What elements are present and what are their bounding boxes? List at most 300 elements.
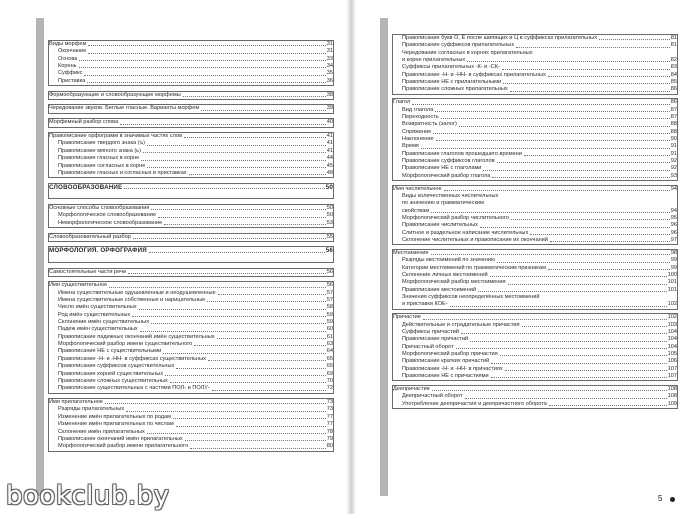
- toc-entry-title: и приставки КОЕ-: [402, 301, 448, 308]
- toc-entry-page: 69: [326, 370, 333, 377]
- toc-leader-dots: [217, 338, 326, 339]
- toc-entry-title: Правописание орфограмм в значимых частях слов: [49, 133, 183, 140]
- toc-entry-page: 35: [326, 70, 333, 77]
- toc-entry[interactable]: [393, 79, 677, 86]
- toc-entry-page: 109: [667, 400, 677, 407]
- toc-entry-page: 83: [670, 64, 677, 71]
- toc-entry-title: Правописание НЕ с глаголами: [402, 165, 482, 172]
- toc-entry-title: Правописание суффиксов существительных: [58, 363, 175, 370]
- toc-leader-dots: [503, 83, 670, 84]
- toc-entry[interactable]: [393, 401, 677, 408]
- toc-leader-dots: [164, 224, 326, 225]
- toc-entry[interactable]: [393, 287, 677, 294]
- toc-entry[interactable]: [393, 129, 677, 136]
- toc-entry[interactable]: [49, 78, 333, 85]
- toc-entry-page: 94: [670, 207, 677, 214]
- toc-leader-dots: [126, 411, 326, 412]
- book-gutter: [346, 0, 356, 514]
- toc-entry-page: 40: [326, 119, 333, 126]
- toc-entry-title: МОРФОЛОГИЯ. ОРФОГРАФИЯ: [49, 247, 147, 255]
- toc-entry-page: 64: [326, 348, 333, 355]
- toc-entry-title: Деепричастный оборот: [402, 393, 463, 400]
- toc-entry[interactable]: [393, 222, 677, 229]
- toc-entry-page: 44: [326, 155, 333, 162]
- toc-block: [48, 91, 334, 100]
- toc-entry-title: Деепричастие: [393, 385, 430, 392]
- left-page: [16, 18, 338, 496]
- toc-entry[interactable]: [393, 230, 677, 237]
- toc-entry[interactable]: [49, 163, 333, 170]
- toc-leader-dots: [522, 326, 667, 327]
- toc-entry[interactable]: [393, 57, 677, 64]
- toc-entry-page: 63: [326, 341, 333, 348]
- toc-leader-dots: [88, 53, 325, 54]
- toc-entry-page: 100: [667, 271, 677, 278]
- toc-leader-dots: [173, 418, 326, 419]
- toc-entry-title: Время: [402, 143, 419, 150]
- toc-block: [392, 98, 678, 181]
- toc-entry-page: 105: [667, 350, 677, 357]
- toc-entry-page: 39: [326, 105, 333, 112]
- toc-entry-title: свойствам: [402, 207, 430, 214]
- toc-leader-dots: [492, 177, 669, 178]
- toc-entry-title: Правописание НЕ с прилагательными: [402, 79, 502, 86]
- toc-leader-dots: [208, 360, 326, 361]
- toc-leader-dots: [483, 170, 669, 171]
- toc-leader-dots: [470, 341, 667, 342]
- toc-entry[interactable]: [49, 234, 333, 241]
- toc-entry-title: Правописание НЕ с существительными: [58, 348, 162, 355]
- toc-leader-dots: [490, 276, 667, 277]
- toc-leader-dots: [505, 370, 667, 371]
- toc-entry-title: Корень: [58, 63, 77, 70]
- toc-entry[interactable]: [393, 50, 677, 57]
- toc-block: [48, 132, 334, 178]
- toc-leader-dots: [139, 309, 326, 310]
- toc-entry-page: 38: [326, 91, 333, 98]
- toc-block: [48, 233, 334, 242]
- toc-entry-page: 92: [670, 165, 677, 172]
- toc-entry[interactable]: [393, 200, 677, 207]
- toc-leader-dots: [516, 47, 670, 48]
- toc-leader-dots: [185, 440, 326, 441]
- toc-leader-dots: [165, 375, 326, 376]
- toc-entry-page: 101: [667, 286, 677, 293]
- toc-block: [48, 246, 334, 263]
- toc-block: [392, 34, 678, 95]
- toc-entry-page: 106: [667, 358, 677, 365]
- toc-leader-dots: [491, 377, 667, 378]
- toc-entry-title: и корне прилагательных: [402, 57, 466, 64]
- toc-entry[interactable]: [393, 265, 677, 272]
- toc-entry[interactable]: [49, 282, 333, 289]
- toc-entry-page: 88: [670, 121, 677, 128]
- toc-entry[interactable]: [393, 136, 677, 143]
- toc-leader-dots: [450, 306, 667, 307]
- toc-entry-page: 82: [670, 57, 677, 64]
- toc-entry-title: Морфологический разбор причастия: [402, 350, 498, 357]
- toc-entry[interactable]: [49, 140, 333, 147]
- toc-entry-page: 77: [326, 413, 333, 420]
- toc-entry-page: 73: [326, 399, 333, 406]
- toc-entry-title: Правописание НЕ с причастиями: [402, 373, 489, 379]
- toc-entry[interactable]: [49, 119, 333, 126]
- toc-entry-page: 94: [670, 185, 677, 192]
- toc-entry[interactable]: [49, 406, 333, 413]
- toc-entry-title: Суффиксы прилагательных -К- и -СК-: [402, 64, 500, 71]
- toc-entry[interactable]: [49, 414, 333, 421]
- toc-entry[interactable]: [49, 341, 333, 348]
- toc-block: [48, 398, 334, 451]
- right-page-color-band: [380, 18, 388, 496]
- toc-leader-dots: [183, 96, 326, 97]
- toc-entry-page: 53: [326, 219, 333, 226]
- toc-entry[interactable]: [49, 105, 333, 112]
- toc-leader-dots: [599, 39, 670, 40]
- toc-entry-title: Правописание окончаний имён прилагательных: [58, 435, 183, 442]
- toc-entry-page: 41: [326, 147, 333, 154]
- toc-entry-title: Имя числительное: [393, 185, 442, 192]
- toc-entry-title: Правописание сложных существительных: [58, 377, 168, 384]
- toc-entry[interactable]: [49, 63, 333, 70]
- toc-entry[interactable]: [49, 356, 333, 363]
- toc-entry[interactable]: [49, 70, 333, 77]
- toc-entry-title: Правописание падежных окончаний имён существительных: [58, 333, 215, 340]
- toc-entry-page: 45: [326, 162, 333, 169]
- toc-entry-title: Основные способы словообразования: [49, 204, 150, 211]
- toc-entry-page: 41: [326, 140, 333, 147]
- toc-entry-title: Значения суффиксов неопределённых местоимений: [402, 294, 540, 300]
- toc-entry-page: 86: [670, 86, 677, 93]
- toc-entry-page: 107: [667, 373, 677, 379]
- toc-entry[interactable]: [49, 220, 333, 227]
- toc-leader-dots: [79, 67, 326, 68]
- toc-entry[interactable]: [49, 312, 333, 319]
- toc-block: [48, 268, 334, 277]
- toc-entry-title: Правописание -Н- и -НН- в суффиксах существительных: [58, 355, 206, 362]
- toc-entry[interactable]: [393, 237, 677, 244]
- toc-block: [48, 118, 334, 127]
- toc-section-heading[interactable]: [49, 184, 333, 191]
- toc-entry-title: Склонение личных местоимений: [402, 271, 488, 278]
- toc-entry-page: 34: [326, 63, 333, 70]
- toc-entry-title: Изменение имён прилагательных по числам: [58, 421, 174, 428]
- toc-leader-dots: [147, 145, 326, 146]
- toc-leader-dots: [132, 316, 326, 317]
- toc-leader-dots: [149, 252, 325, 253]
- toc-entry-title: Правописание местоимений: [402, 286, 476, 293]
- toc-leader-dots: [497, 262, 670, 263]
- toc-entry-title: Чередование согласных в корнях прилагательных: [402, 49, 533, 56]
- toc-entry[interactable]: [393, 99, 677, 106]
- toc-entry-page: 56: [325, 247, 333, 255]
- toc-entry[interactable]: [49, 269, 333, 276]
- toc-leader-dots: [120, 124, 326, 125]
- toc-entry-title: Имя прилагательное: [49, 399, 103, 406]
- toc-entry-title: Причастие: [393, 314, 421, 321]
- toc-entry-title: Морфемный разбор слова: [49, 119, 119, 126]
- toc-entry-page: 92: [670, 158, 677, 165]
- toc-entry-title: Морфологический разбор числительного: [402, 215, 509, 222]
- toc-entry-page: 91: [670, 150, 677, 157]
- toc-entry[interactable]: [49, 371, 333, 378]
- toc-leader-dots: [79, 60, 325, 61]
- toc-entry[interactable]: [49, 41, 333, 48]
- toc-entry-page: 41: [326, 133, 333, 140]
- toc-entry-title: Действительные и страдательные причастия: [402, 321, 520, 328]
- toc-entry[interactable]: [49, 385, 333, 392]
- toc-entry-page: 93: [670, 172, 677, 179]
- toc-entry-title: Виды морфем: [49, 41, 87, 47]
- toc-entry-page: 86: [670, 99, 677, 106]
- toc-entry-page: 48: [326, 169, 333, 176]
- toc-entry[interactable]: [49, 290, 333, 297]
- toc-entry[interactable]: [393, 158, 677, 165]
- toc-entry-title: Правописание корней существительных: [58, 370, 164, 377]
- toc-leader-dots: [212, 390, 326, 391]
- toc-entry[interactable]: [393, 107, 677, 114]
- toc-entry[interactable]: [393, 86, 677, 93]
- toc-leader-dots: [511, 219, 670, 220]
- toc-entry-page: 77: [326, 421, 333, 428]
- toc-entry-page: 87: [670, 113, 677, 120]
- toc-entry-page: 107: [667, 365, 677, 372]
- toc-entry[interactable]: [49, 429, 333, 436]
- toc-entry[interactable]: [49, 212, 333, 219]
- toc-block: [392, 249, 678, 310]
- toc-entry-title: Категории местоимений по грамматическим признакам: [402, 264, 546, 271]
- toc-leader-dots: [124, 188, 324, 189]
- toc-entry[interactable]: [393, 151, 677, 158]
- toc-entry[interactable]: [393, 114, 677, 121]
- toc-entry[interactable]: [393, 72, 677, 79]
- toc-entry-page: 50: [326, 212, 333, 219]
- toc-entry-title: Правописание глаголов прошедшего времени: [402, 150, 522, 157]
- toc-leader-dots: [444, 190, 670, 191]
- toc-leader-dots: [524, 155, 670, 156]
- toc-entry[interactable]: [49, 148, 333, 155]
- toc-entry[interactable]: [49, 348, 333, 355]
- toc-entry[interactable]: [393, 193, 677, 200]
- toc-leader-dots: [158, 217, 326, 218]
- toc-entry[interactable]: [393, 186, 677, 193]
- toc-leader-dots: [508, 284, 667, 285]
- toc-entry-page: 57: [326, 297, 333, 304]
- toc-entry-title: Окончание: [58, 48, 87, 55]
- page-number: 5: [658, 494, 663, 503]
- toc-entry-page: 104: [667, 336, 677, 343]
- toc-leader-dots: [105, 403, 326, 404]
- toc-leader-dots: [502, 69, 670, 70]
- toc-leader-dots: [184, 137, 326, 138]
- toc-leader-dots: [421, 148, 670, 149]
- toc-entry[interactable]: [49, 319, 333, 326]
- toc-entry-page: 108: [667, 385, 677, 392]
- toc-entry-title: Формообразующие и словообразующие морфемы: [49, 91, 181, 98]
- toc-entry-title: Правописание мягкого знака (ь): [58, 147, 141, 154]
- toc-entry-page: 73: [326, 406, 333, 413]
- toc-entry-title: Склонение имён существительных: [58, 319, 149, 326]
- toc-leader-dots: [549, 405, 667, 406]
- toc-entry[interactable]: [49, 133, 333, 140]
- toc-leader-dots: [201, 110, 326, 111]
- toc-entry-title: Спряжение: [402, 128, 432, 135]
- left-page-color-band: [36, 18, 44, 496]
- toc-entry[interactable]: [49, 48, 333, 55]
- toc-entry[interactable]: [393, 294, 677, 301]
- toc-entry-page: 102: [667, 301, 677, 308]
- toc-entry[interactable]: [393, 314, 677, 321]
- toc-entry[interactable]: [393, 373, 677, 380]
- toc-entry-title: Самостоятельные части речи: [49, 268, 127, 275]
- toc-entry-page: 78: [326, 428, 333, 435]
- toc-entry-title: Чередование звуков. Беглые гласные. Варианты морфем: [49, 105, 200, 112]
- toc-entry-title: Имя существительное: [49, 282, 108, 289]
- toc-entry[interactable]: [393, 42, 677, 49]
- toc-entry-page: 57: [326, 289, 333, 296]
- toc-block: [48, 104, 334, 113]
- toc-entry-page: 104: [667, 343, 677, 350]
- toc-entry-title: Вид глагола: [402, 106, 434, 113]
- toc-entry-title: Правописание букв О, Ё после шипящих и Ц в суффиксах прилагательных: [402, 35, 597, 41]
- toc-entry-page: 84: [670, 71, 677, 78]
- toc-leader-dots: [128, 273, 326, 274]
- toc-leader-dots: [143, 152, 326, 153]
- toc-entry-title: Морфологическое словообразование: [58, 212, 156, 219]
- toc-entry-title: по значению и грамматическим: [402, 200, 484, 207]
- toc-entry-page: 96: [670, 222, 677, 229]
- toc-entry-title: Имена существительные собственные и нарицательные: [58, 297, 206, 304]
- toc-entry-page: 59: [326, 319, 333, 326]
- toc-entry[interactable]: [49, 363, 333, 370]
- toc-entry-title: Морфологический разбор имени существительного: [58, 341, 193, 348]
- toc-entry[interactable]: [49, 155, 333, 162]
- toc-block: [48, 40, 334, 86]
- toc-leader-dots: [478, 291, 667, 292]
- toc-entry-title: Суффиксы причастий: [402, 328, 459, 335]
- toc-entry[interactable]: [393, 257, 677, 264]
- toc-entry[interactable]: [49, 421, 333, 428]
- watermark: bookclub.by: [6, 481, 170, 511]
- toc-entry-page: 60: [326, 326, 333, 333]
- toc-entry[interactable]: [393, 35, 677, 42]
- toc-entry-page: 33: [326, 55, 333, 62]
- toc-entry[interactable]: [393, 208, 677, 215]
- toc-entry-page: 99: [670, 264, 677, 271]
- toc-entry[interactable]: [393, 344, 677, 351]
- toc-entry-title: Слитное и раздельное написание числительных: [402, 229, 529, 236]
- toc-leader-dots: [530, 234, 670, 235]
- toc-entry-page: 72: [326, 385, 333, 392]
- toc-leader-dots: [151, 209, 325, 210]
- toc-entry-title: СЛОВООБРАЗОВАНИЕ: [49, 183, 123, 191]
- toc-entry[interactable]: [393, 165, 677, 172]
- toc-leader-dots: [459, 126, 670, 127]
- toc-entry-page: 61: [326, 333, 333, 340]
- toc-entry-page: 58: [326, 304, 333, 311]
- toc-section-heading[interactable]: [49, 247, 333, 254]
- toc-leader-dots: [436, 140, 670, 141]
- toc-entry[interactable]: [49, 378, 333, 385]
- toc-block: [392, 185, 678, 246]
- toc-entry[interactable]: [49, 56, 333, 63]
- toc-entry[interactable]: [393, 279, 677, 286]
- toc-leader-dots: [207, 301, 325, 302]
- toc-entry[interactable]: [49, 205, 333, 212]
- toc-entry[interactable]: [393, 322, 677, 329]
- toc-entry[interactable]: [49, 170, 333, 177]
- toc-entry-title: Морфологический разбор имени прилагательного: [58, 443, 189, 450]
- toc-entry-page: 81: [670, 42, 677, 49]
- toc-leader-dots: [189, 174, 326, 175]
- toc-entry-title: Правописание суффиксов прилагательных: [402, 42, 515, 49]
- toc-entry-title: Изменение имён прилагательных по родам: [58, 413, 171, 420]
- toc-entry-page: 80: [326, 443, 333, 450]
- toc-entry[interactable]: [49, 92, 333, 99]
- toc-entry[interactable]: [393, 121, 677, 128]
- toc-entry-page: 59: [326, 311, 333, 318]
- toc-entry-page: 90: [670, 136, 677, 143]
- toc-entry-title: Правописание кратких причастий: [402, 358, 490, 365]
- toc-leader-dots: [176, 426, 326, 427]
- toc-leader-dots: [190, 448, 326, 449]
- toc-entry[interactable]: [49, 443, 333, 450]
- toc-leader-dots: [510, 91, 670, 92]
- toc-entry[interactable]: [393, 366, 677, 373]
- toc-entry[interactable]: [49, 326, 333, 333]
- toc-entry-title: Имена существительные одушевленные и неодушевленные: [58, 289, 216, 296]
- toc-entry-page: 50: [326, 204, 333, 211]
- toc-leader-dots: [147, 433, 326, 434]
- toc-leader-dots: [441, 118, 670, 119]
- toc-leader-dots: [194, 345, 326, 346]
- toc-entry-page: 88: [670, 128, 677, 135]
- toc-entry[interactable]: [393, 64, 677, 71]
- toc-entry[interactable]: [393, 393, 677, 400]
- toc-entry[interactable]: [393, 336, 677, 343]
- toc-leader-dots: [548, 269, 670, 270]
- toc-leader-dots: [170, 382, 326, 383]
- toc-entry-title: Наклонение: [402, 136, 434, 143]
- toc-entry-title: Морфологический разбор глагола: [402, 172, 491, 179]
- toc-entry-title: Приставка: [58, 77, 86, 84]
- toc-entry[interactable]: [49, 399, 333, 406]
- toc-entry-page: 50: [325, 183, 333, 191]
- toc-entry-page: 56: [326, 282, 333, 289]
- toc-leader-dots: [84, 75, 325, 76]
- toc-leader-dots: [500, 355, 667, 356]
- toc-entry-page: 70: [326, 377, 333, 384]
- toc-entry[interactable]: [393, 215, 677, 222]
- toc-entry-title: Разряды местоимений по значению: [402, 257, 496, 264]
- toc-entry[interactable]: [393, 173, 677, 180]
- toc-entry[interactable]: [49, 304, 333, 311]
- toc-entry-title: Возвратность (залог): [402, 121, 457, 128]
- toc-entry-page: 96: [670, 229, 677, 236]
- toc-entry[interactable]: [393, 143, 677, 150]
- toc-entry-title: Неморфологическое словообразование: [58, 219, 163, 226]
- toc-leader-dots: [140, 331, 326, 332]
- toc-entry-page: 65: [326, 355, 333, 362]
- toc-entry-title: Правописание числительных: [402, 222, 478, 229]
- toc-entry-title: Переходность: [402, 113, 439, 120]
- toc-entry[interactable]: [49, 297, 333, 304]
- toc-entry-title: Правописание сложных прилагательных: [402, 86, 508, 93]
- toc-entry-page: 103: [667, 321, 677, 328]
- toc-entry[interactable]: [393, 301, 677, 308]
- toc-leader-dots: [133, 238, 326, 239]
- toc-entry[interactable]: [393, 358, 677, 365]
